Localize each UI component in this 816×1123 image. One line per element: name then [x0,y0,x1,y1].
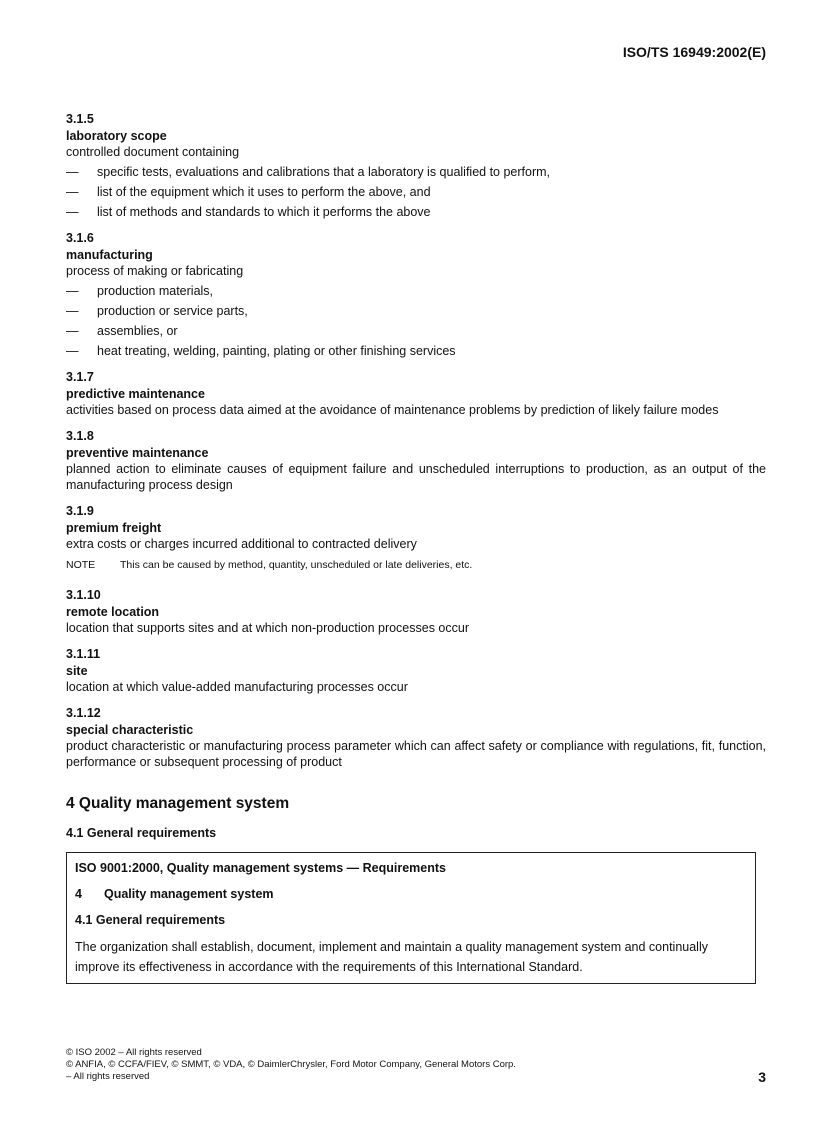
term-name: preventive maintenance [66,446,209,460]
list-item: — production materials, [66,284,214,298]
box-heading-number: 4 [75,887,82,901]
term-number: 3.1.11 [66,647,101,661]
term-3-1-8 [66,427,766,493]
footer-line: © ANFIA, © CCFA/FIEV, © SMMT, © VDA, © DaimlerChrysler, Ford Motor Company, General Motors Corp. [66,1059,516,1070]
term-name: manufacturing [66,248,153,262]
subsection-heading: 4.1 General requirements [66,826,217,840]
copyright-footer [66,1047,516,1083]
term-number: 3.1.12 [66,706,101,720]
footer-line: – All rights reserved [66,1071,150,1082]
term-3-1-6 [66,229,766,359]
term-3-1-5 [66,110,766,220]
footer-line: © ISO 2002 – All rights reserved [66,1047,202,1058]
term-name: remote location [66,605,160,619]
term-number: 3.1.6 [66,231,94,245]
section-heading: 4 Quality management system [66,795,290,812]
list-item: — production or service parts, [66,304,248,318]
term-name: laboratory scope [66,129,167,143]
page-number: 3 [758,1069,766,1085]
list-item: — list of methods and standards to which it performs the above [66,205,431,219]
term-3-1-11 [66,645,766,695]
box-heading-text: Quality management system [104,887,274,901]
term-definition: planned action to eliminate causes of equipment failure and unscheduled interruptions to production, as an output of the manufacturing process design [66,462,766,492]
term-name: predictive maintenance [66,387,205,401]
term-number: 3.1.10 [66,588,101,602]
term-definition: product characteristic or manufacturing process parameter which can affect safety or compliance with regulations, fit, function, performance or subsequent processing of product [66,739,766,769]
list-item: — heat treating, welding, painting, plating or other finishing services [66,344,456,358]
term-name: premium freight [66,521,162,535]
term-3-1-12 [66,704,766,770]
list-item: — list of the equipment which it uses to perform the above, and [66,185,431,199]
term-definition: location at which value-added manufacturing processes occur [66,680,408,694]
term-name: site [66,664,88,678]
quoted-requirements-box [66,852,756,984]
term-definition: activities based on process data aimed at the avoidance of maintenance problems by prediction of likely failure modes [66,403,719,417]
term-number: 3.1.9 [66,504,94,518]
document-id-header: ISO/TS 16949:2002(E) [622,44,766,60]
term-3-1-10 [66,586,766,636]
box-subheading: 4.1 General requirements [75,913,226,927]
term-3-1-7 [66,368,766,418]
box-heading [75,885,747,903]
term-definition: process of making or fabricating [66,264,244,278]
term-definition: extra costs or charges incurred additional to contracted delivery [66,537,417,551]
box-title: ISO 9001:2000, Quality management systems — Requirements [75,861,446,875]
list-item: — assemblies, or [66,324,178,338]
term-number: 3.1.7 [66,370,94,384]
term-number: 3.1.8 [66,429,94,443]
term-number: 3.1.5 [66,112,94,126]
term-definition: controlled document containing [66,145,240,159]
term-definition: location that supports sites and at which non-production processes occur [66,621,470,635]
page-content [66,110,766,984]
box-paragraph: The organization shall establish, document, implement and maintain a quality management system and continually improve its effectiveness in accordance with the requirements of this International Standard. [75,940,708,974]
term-3-1-9 [66,502,766,571]
note-label: NOTE [66,559,96,571]
term-note [66,559,766,571]
list-item: — specific tests, evaluations and calibrations that a laboratory is qualified to perform, [66,165,551,179]
term-name: special characteristic [66,723,194,737]
note-text: This can be caused by method, quantity, unscheduled or late deliveries, etc. [120,559,473,571]
